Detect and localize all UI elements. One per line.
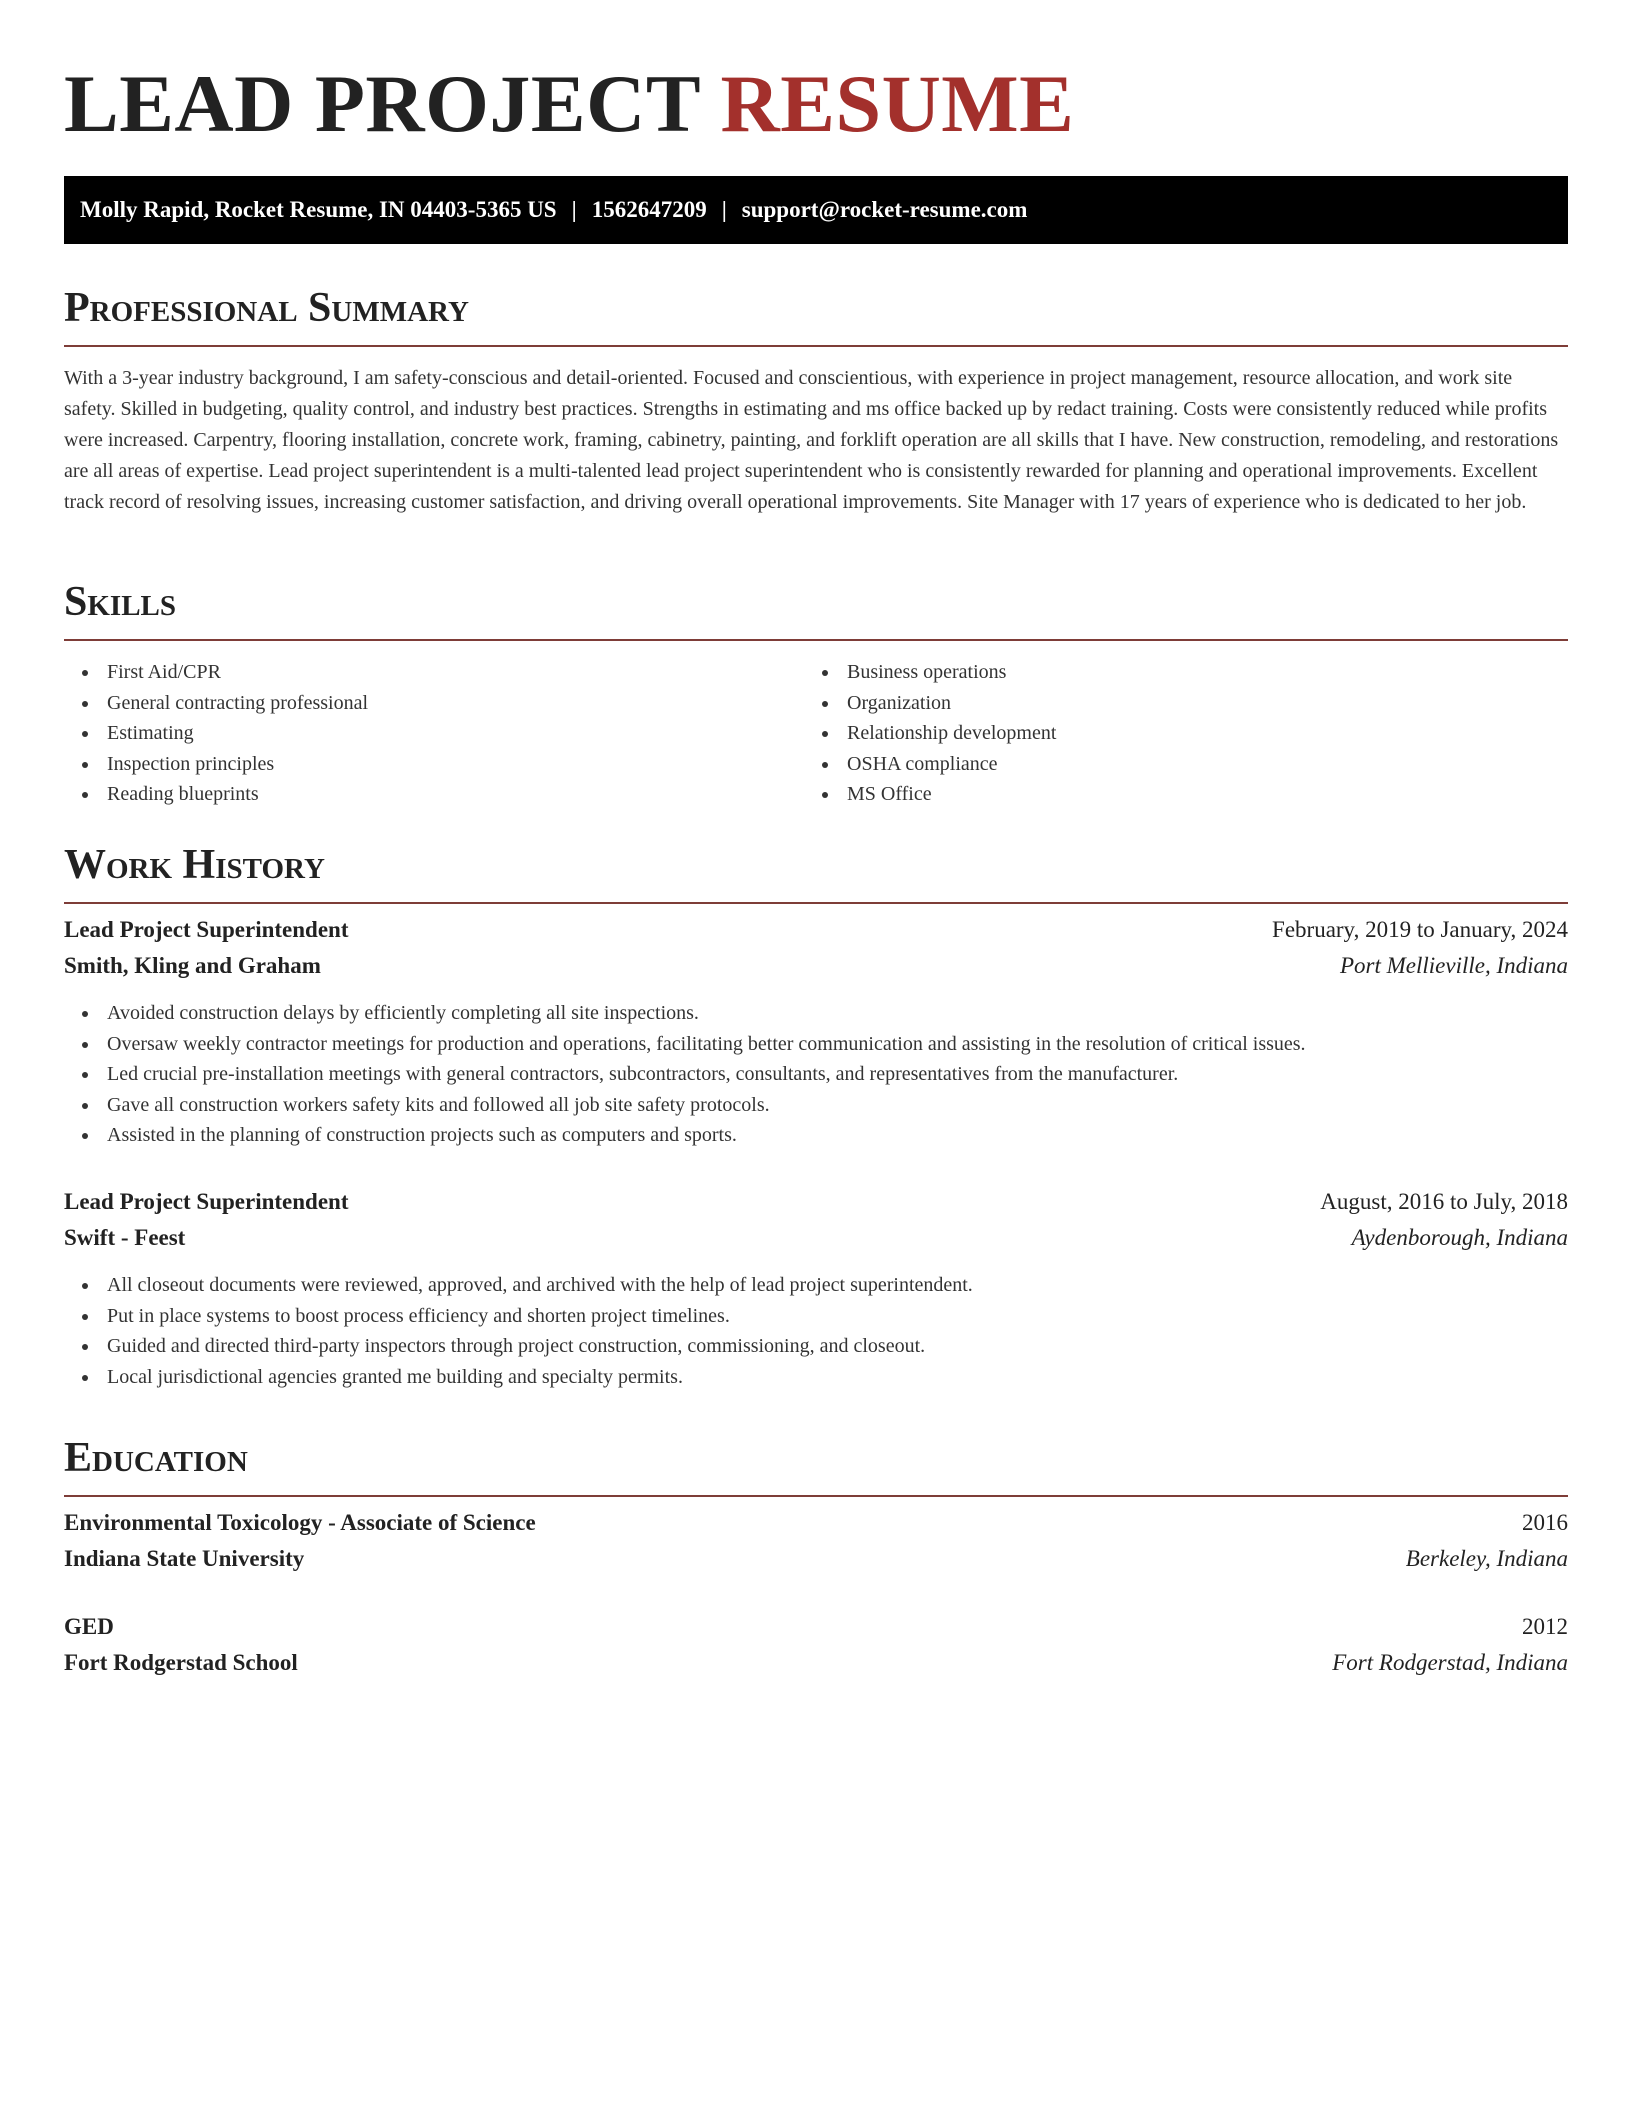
education-entry <box>64 1505 1568 1577</box>
job-bullets <box>64 1270 1568 1392</box>
contact-email: support@rocket-resume.com <box>741 197 1028 222</box>
contact-phone: 1562647209 <box>591 197 707 222</box>
skill-item: First Aid/CPR <box>64 657 804 688</box>
contact-address: Molly Rapid, Rocket Resume, IN 04403-5365 US <box>80 197 557 222</box>
section-divider <box>64 639 1568 641</box>
skills-section <box>64 577 1568 810</box>
job-header-row <box>64 912 1568 948</box>
job-company: Swift - Feest <box>64 1225 186 1250</box>
skill-item: OSHA compliance <box>804 749 1544 780</box>
job-location: Aydenborough, Indiana <box>1351 1225 1568 1250</box>
work-history-heading: Work History <box>64 842 325 888</box>
contact-separator: | <box>721 197 727 222</box>
job-bullet: Led crucial pre-installation meetings with general contractors, subcontractors, consultants, and representatives from the manufacturer. <box>64 1059 1568 1090</box>
skill-item: Relationship development <box>804 718 1544 749</box>
skills-left-column <box>64 657 804 810</box>
job-dates: August, 2016 to July, 2018 <box>1320 1189 1568 1214</box>
resume-title <box>64 0 1568 154</box>
education-degree-row <box>64 1609 1568 1645</box>
job-entry <box>64 1184 1568 1392</box>
education-heading: Education <box>64 1435 248 1481</box>
education-degree-row <box>64 1505 1568 1541</box>
contact-separator: | <box>571 197 577 222</box>
education-school-row <box>64 1645 1568 1681</box>
education-degree: Environmental Toxicology - Associate of Science <box>64 1510 536 1535</box>
education-year: 2012 <box>1522 1614 1568 1639</box>
section-divider <box>64 902 1568 904</box>
resume-page <box>64 0 1568 1675</box>
education-school-row <box>64 1541 1568 1577</box>
education-section <box>64 1433 1568 1497</box>
job-bullet: Oversaw weekly contractor meetings for production and operations, facilitating better communication and assisting in the resolution of critical issues. <box>64 1029 1568 1060</box>
education-location: Berkeley, Indiana <box>1405 1546 1568 1571</box>
skill-item: General contracting professional <box>64 688 804 719</box>
summary-heading: Professional Summary <box>64 285 469 331</box>
skill-item: Reading blueprints <box>64 779 804 810</box>
skill-item: Business operations <box>804 657 1544 688</box>
education-school: Fort Rodgerstad School <box>64 1650 298 1675</box>
section-divider <box>64 345 1568 347</box>
education-entry <box>64 1609 1568 1681</box>
job-header-row <box>64 1184 1568 1220</box>
summary-section <box>64 283 1568 518</box>
job-dates: February, 2019 to January, 2024 <box>1272 917 1568 942</box>
job-bullet: Guided and directed third-party inspectors through project construction, commissioning, and closeout. <box>64 1331 1568 1362</box>
job-bullets <box>64 998 1568 1151</box>
skill-item: MS Office <box>804 779 1544 810</box>
job-entry <box>64 912 1568 1151</box>
job-bullet: Assisted in the planning of construction projects such as computers and sports. <box>64 1120 1568 1151</box>
job-company-row <box>64 948 1568 984</box>
skill-item: Estimating <box>64 718 804 749</box>
job-company-row <box>64 1220 1568 1256</box>
contact-bar <box>64 176 1568 244</box>
job-bullet: Gave all construction workers safety kits and followed all job site safety protocols. <box>64 1090 1568 1121</box>
job-bullet: Local jurisdictional agencies granted me building and specialty permits. <box>64 1362 1568 1393</box>
job-bullet: All closeout documents were reviewed, approved, and archived with the help of lead project superintendent. <box>64 1270 1568 1301</box>
title-first-part: LEAD PROJECT <box>64 58 700 149</box>
skills-heading: Skills <box>64 579 177 625</box>
job-location: Port Mellieville, Indiana <box>1339 953 1568 978</box>
education-year: 2016 <box>1522 1510 1568 1535</box>
education-location: Fort Rodgerstad, Indiana <box>1332 1650 1568 1675</box>
education-school: Indiana State University <box>64 1546 305 1571</box>
section-divider <box>64 1495 1568 1497</box>
education-degree: GED <box>64 1614 114 1639</box>
job-title: Lead Project Superintendent <box>64 917 349 942</box>
job-bullet: Avoided construction delays by efficiently completing all site inspections. <box>64 998 1568 1029</box>
title-accent-part: RESUME <box>720 58 1075 149</box>
skills-columns <box>64 657 1568 810</box>
skills-right-column <box>804 657 1544 810</box>
job-bullet: Put in place systems to boost process efficiency and shorten project timelines. <box>64 1301 1568 1332</box>
job-company: Smith, Kling and Graham <box>64 953 321 978</box>
work-history-section <box>64 840 1568 904</box>
summary-text: With a 3-year industry background, I am safety-conscious and detail-oriented. Focused and conscientious, with experience in project management, resource allocation, and work site safety. Skilled in budgeting, quality control, and industry best practices. Strengths in estimating and ms office backed up by redact training. Costs were consistently reduced while profits were increased. Carpentry, flooring installation, concrete work, framing, cabinetry, painting, and forklift operation are all skills that I have. New construction, remodeling, and restorations are all areas of expertise. Lead project superintendent is a multi-talented lead project superintendent who is consistently rewarded for planning and operational improvements. Excellent track record of resolving issues, increasing customer satisfaction, and driving overall operational improvements. Site Manager with 17 years of experience who is dedicated to her job. <box>64 367 1559 513</box>
skill-item: Organization <box>804 688 1544 719</box>
job-title: Lead Project Superintendent <box>64 1189 349 1214</box>
skill-item: Inspection principles <box>64 749 804 780</box>
